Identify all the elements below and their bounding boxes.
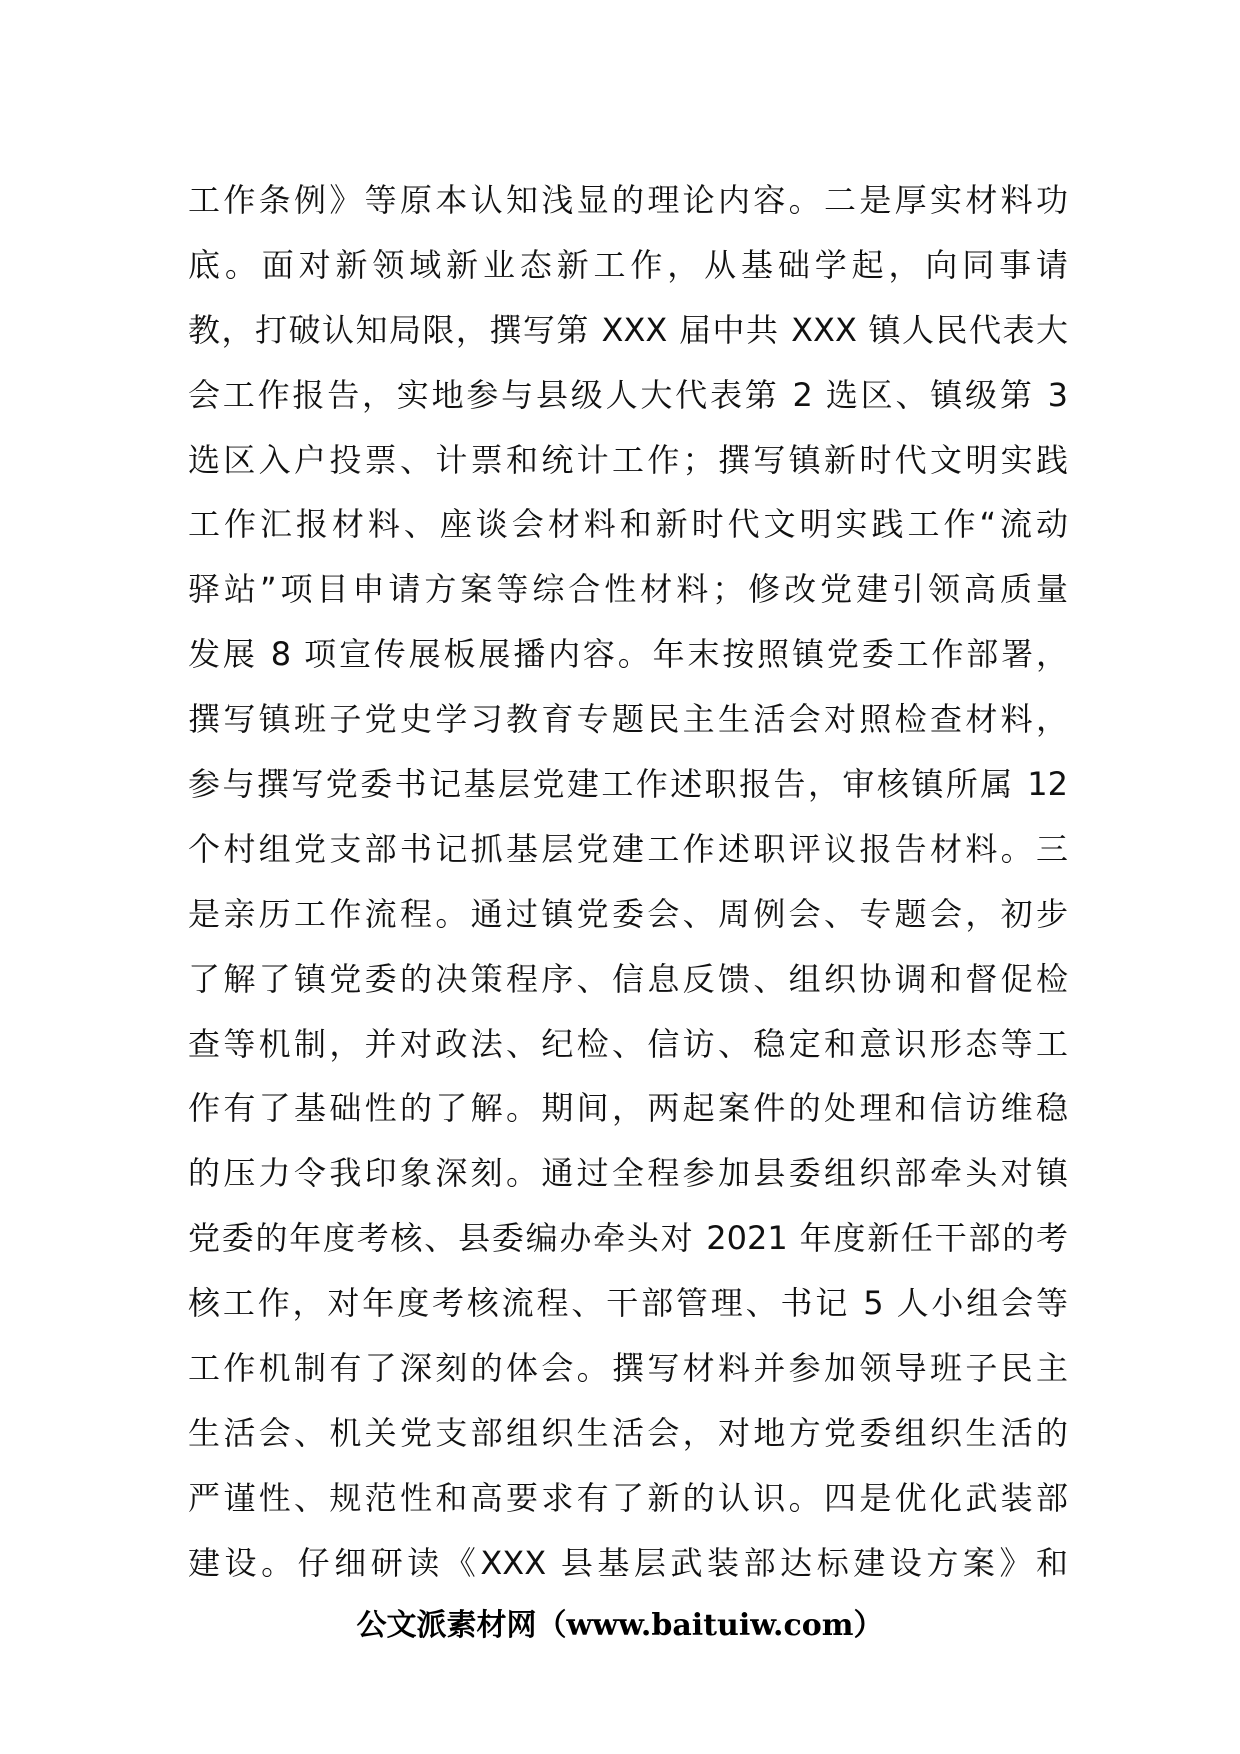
- text-line: 建设。仔细研读《XXX 县基层武装部达标建设方案》和: [188, 1543, 1068, 1582]
- text-line: 工作汇报材料、座谈会材料和新时代文明实践工作“流动: [188, 505, 1068, 544]
- text-line: 个村组党支部书记抓基层党建工作述职评议报告材料。三: [188, 829, 1068, 868]
- text-line: 驿站”项目申请方案等综合性材料；修改党建引领高质量: [188, 570, 1068, 609]
- text-line: 党委的年度考核、县委编办牵头对 2021 年度新任干部的考: [188, 1219, 1068, 1258]
- text-line: 工作机制有了深刻的体会。撰写材料并参加领导班子民主: [188, 1349, 1068, 1388]
- text-line: 生活会、机关党支部组织生活会，对地方党委组织生活的: [188, 1413, 1068, 1452]
- text-line: 了解了镇党委的决策程序、信息反馈、组织协调和督促检: [188, 959, 1068, 998]
- text-line: 选区入户投票、计票和统计工作；撰写镇新时代文明实践: [188, 440, 1068, 479]
- body-paragraph: [188, 168, 1068, 1596]
- text-line: 工作条例》等原本认知浅显的理论内容。二是厚实材料功: [188, 181, 1068, 219]
- text-line: 的压力令我印象深刻。通过全程参加县委组织部牵头对镇: [188, 1154, 1068, 1193]
- text-line: 核工作，对年度考核流程、干部管理、书记 5 人小组会等: [188, 1284, 1068, 1323]
- text-line: 参与撰写党委书记基层党建工作述职报告，审核镇所属 12: [188, 765, 1068, 804]
- text-line: 严谨性、规范性和高要求有了新的认识。四是优化武装部: [188, 1478, 1068, 1517]
- text-line: 查等机制，并对政法、纪检、信访、稳定和意识形态等工: [188, 1024, 1068, 1063]
- text-line: 底。面对新领域新业态新工作，从基础学起，向同事请: [188, 245, 1068, 284]
- text-line: 教，打破认知局限，撰写第 XXX 届中共 XXX 镇人民代表大: [188, 310, 1068, 349]
- footer-source: 公文派素材网（www.baituiw.com）: [356, 1608, 884, 1643]
- text-line: 会工作报告，实地参与县级人大代表第 2 选区、镇级第 3: [188, 375, 1068, 414]
- text-line: 发展 8 项宣传展板展播内容。年末按照镇党委工作部署，: [188, 635, 1068, 674]
- text-line: 撰写镇班子党史学习教育专题民主生活会对照检查材料，: [188, 700, 1068, 739]
- text-line: 是亲历工作流程。通过镇党委会、周例会、专题会，初步: [188, 894, 1068, 933]
- text-line: 作有了基础性的了解。期间，两起案件的处理和信访维稳: [188, 1089, 1068, 1128]
